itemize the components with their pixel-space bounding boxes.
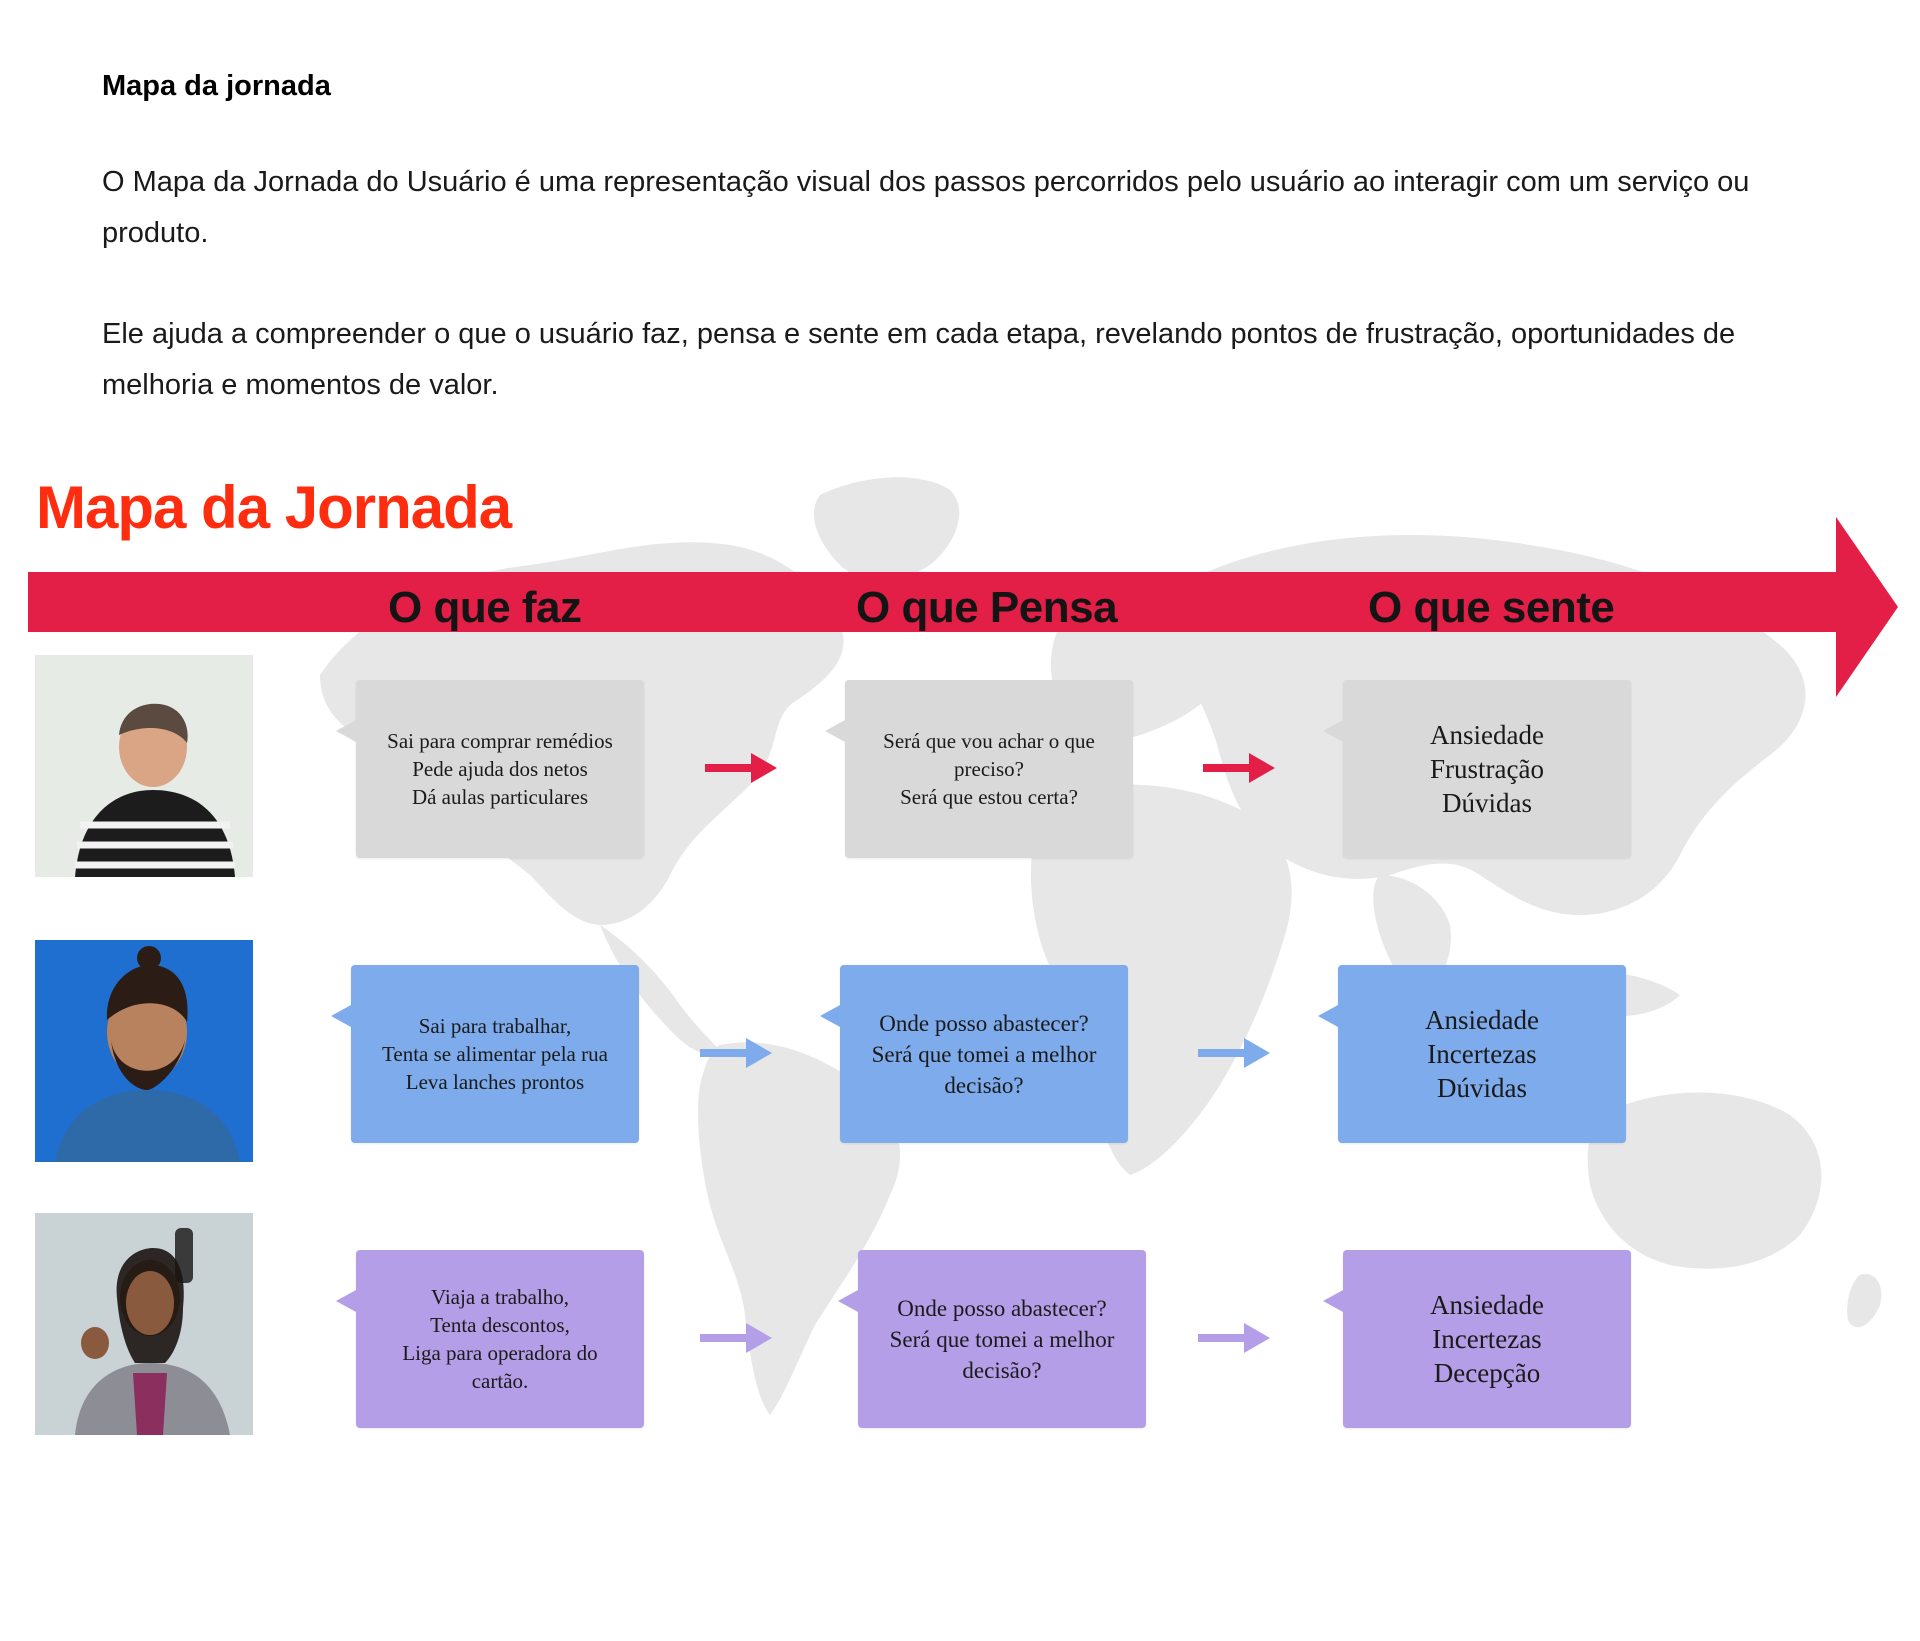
card-row2-pensa: Onde posso abastecer? Será que tomei a melhor decisão?: [840, 965, 1128, 1143]
card-row1-sente: Ansiedade Frustração Dúvidas: [1343, 680, 1631, 858]
arrow-row1-1: [705, 753, 777, 783]
intro-paragraph-2: Ele ajuda a compreender o que o usuário faz, pensa e sente em cada etapa, revelando pontos de frustração, oportunidades de melhoria e momentos de valor.: [102, 318, 1736, 401]
arrow-row2-2: [1198, 1038, 1270, 1068]
intro-paragraph-1: O Mapa da Jornada do Usuário é uma representação visual dos passos percorridos pelo usuário ao interagir com um serviço ou produto.: [102, 166, 1750, 249]
arrow-row1-2: [1203, 753, 1275, 783]
bearded-man-avatar: [35, 940, 253, 1162]
column-header-faz: O que faz: [388, 583, 582, 632]
card-row3-pensa: Onde posso abastecer? Será que tomei a melhor decisão?: [858, 1250, 1146, 1428]
card-row2-faz: Sai para trabalhar, Tenta se alimentar pela rua Leva lanches prontos: [351, 965, 639, 1143]
card-row1-pensa: Será que vou achar o que preciso? Será que estou certa?: [845, 680, 1133, 858]
arrow-row3-2: [1198, 1323, 1270, 1353]
card-row2-sente: Ansiedade Incertezas Dúvidas: [1338, 965, 1626, 1143]
card-row3-sente: Ansiedade Incertezas Decepção: [1343, 1250, 1631, 1428]
arrow-row3-1: [700, 1323, 772, 1353]
section-heading: Mapa da jornada: [102, 70, 331, 102]
card-row3-faz: Viaja a trabalho, Tenta descontos, Liga para operadora do cartão.: [356, 1250, 644, 1428]
arrow-row2-1: [700, 1038, 772, 1068]
journey-map: [0, 455, 1920, 1455]
column-header-pensa: O que Pensa: [856, 583, 1118, 632]
card-row1-faz: Sai para comprar remédios Pede ajuda dos netos Dá aulas particulares: [356, 680, 644, 858]
young-woman-avatar: [35, 1213, 253, 1435]
journey-map-title: Mapa da Jornada: [36, 474, 512, 541]
column-header-sente: O que sente: [1368, 583, 1615, 632]
older-woman-avatar: [35, 655, 253, 877]
